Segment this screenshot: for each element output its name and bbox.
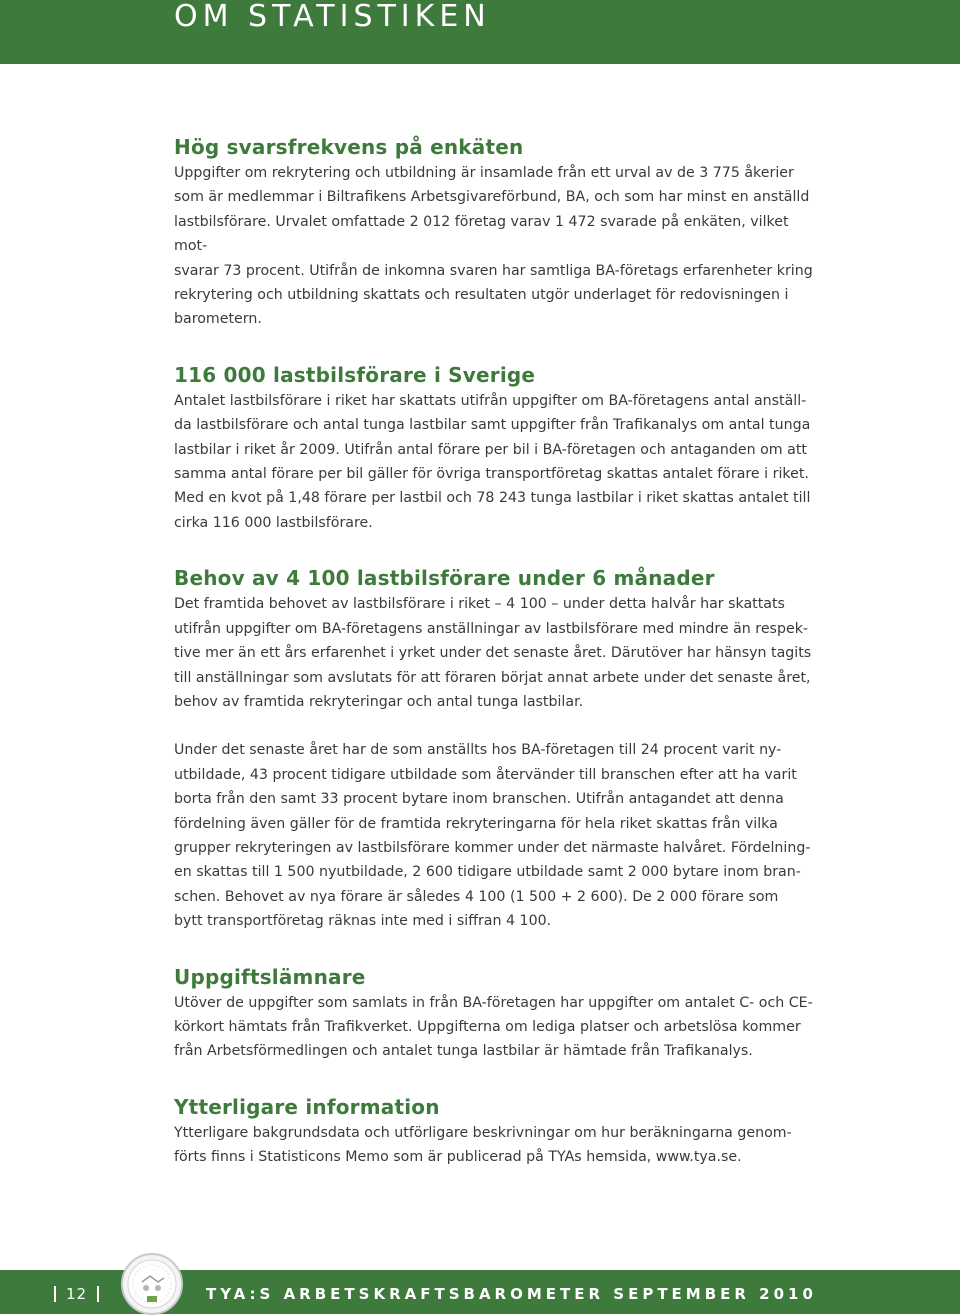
page-number [44, 1284, 109, 1304]
footer-title: TYA:S ARBETSKRAFTSBAROMETER SEPTEMBER 2010 [206, 1285, 817, 1303]
section-heading: Hög svarsfrekvens på enkäten [174, 135, 524, 159]
page-number-label: 12 [66, 1285, 88, 1303]
page-title: OM STATISTIKEN [174, 0, 491, 34]
paragraph: Utöver de uppgifter som samlats in från BA-företagen har uppgifter om antalet C- och CE- körkort hämtats från Trafikverket. Uppgifterna om lediga platser och arbetslösa kommer från Arbetsförmedlingen och antalet tunga lastbilar är hämtade från Trafikanalys. [174, 994, 813, 1060]
section-heading: Uppgiftslämnare [174, 964, 366, 989]
paragraph: Antalet lastbilsförare i riket har skattats utifrån uppgifter om BA-företagens antal anställ- da lastbilsförare och antal tunga lastbilar samt uppgifter från Trafikanalys om antal tunga lastbilar i riket år 2009. Utifrån antal förare per bil i BA-företagen och antaganden om att samma antal förare per bil gäller för övriga transportföretag skattas antalet förare i riket. Med en kvot på 1,48 förare per lastbil och 78 243 tunga lastbilar i riket skattas antalet till cirka 116 000 lastbilsförare. [174, 392, 811, 531]
paragraph: Ytterligare bakgrundsdata och utförligare beskrivningar om hur beräkningarna genom- förts finns i Statisticons Memo som är publicerad på TYAs hemsida, www.tya.se. [174, 1124, 792, 1166]
badge-seal-icon [120, 1252, 184, 1316]
paragraph: Uppgifter om rekrytering och utbildning är insamlade från ett urval av de 3 775 åkerier som är medlemmar i Biltrafikens Arbetsgivareförbund, BA, och som har minst en anställd lastbilsförare. Urvalet omfattade 2 012 företag varav 1 472 svarade på enkäten, vilket mot- svarar 73 procent. Utifrån de inkomna svaren har samtliga BA-företags erfarenheter kring rekrytering och utbildning skattats och resultaten utgör underlaget för redovisningen i barometern. [174, 165, 813, 328]
paragraph: Under det senaste året har de som anställts hos BA-företagen till 24 procent varit ny- utbildade, 43 procent tidigare utbildade som återvänder till branschen efter att ha varit borta från den samt 33 procent bytare inom branschen. Utifrån antagandet att denna fördelning även gäller för de framtida rekryteringarna för hela riket skattas från vilka grupper rekryteringen av lastbilsförare kommer under det närmaste halvåret. Fördelning- en skattas till 1 500 nyutbildade, 2 600 tidigare utbildade samt 2 000 bytare inom bran- schen. Behovet av nya förare är således 4 100 (1 500 + 2 600). De 2 000 förare som bytt transportföretag räknas inte med i siffran 4 100. [174, 742, 811, 930]
main-content [174, 134, 824, 1170]
divider [97, 1286, 99, 1302]
section-heading: Ytterligare information [174, 1094, 440, 1119]
divider [54, 1286, 56, 1302]
section-heading: Behov av 4 100 lastbilsförare under 6 månader [174, 566, 715, 591]
section-heading: 116 000 lastbilsförare i Sverige [174, 362, 536, 387]
paragraph: Det framtida behovet av lastbilsförare i riket – 4 100 – under detta halvår har skattats utifrån uppgifter om BA-företagens anställningar av lastbilsförare med mindre än respek- tive mer än ett års erfarenhet i yrket under det senaste året. Därutöver har hänsyn tagits till anställningar som avslutats för att föraren börjat annat arbete under det senaste året, behov av framtida rekryteringar och antal tunga lastbilar. [174, 596, 812, 710]
